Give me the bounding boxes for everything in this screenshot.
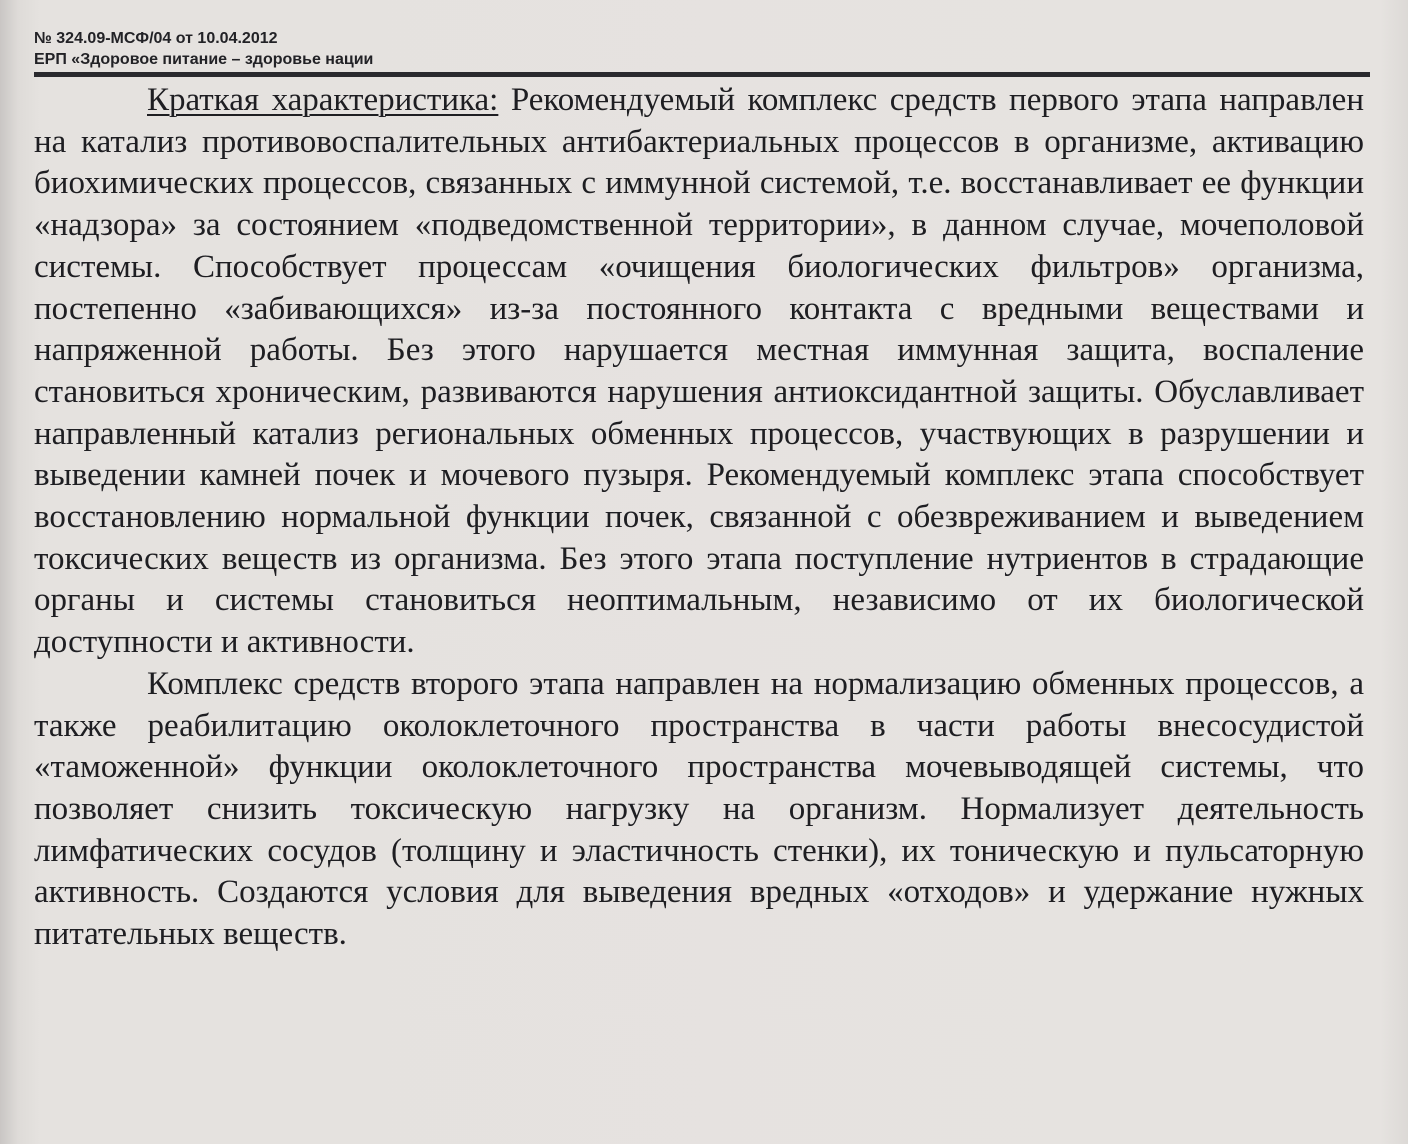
program-title: ЕРП «Здоровое питание – здоровье нации [34,51,374,68]
document-header [34,28,373,70]
document-body [34,80,1364,956]
paragraph-second-stage: Комплекс средств второго этапа направлен на нормализацию обменных процессов, а также реабилитацию околоклеточного пространства в части работы внесосудистой «таможенной» функции околоклеточного пространства мочевыводящей системы, что позволяет снизить токсическую нагрузку на организм. Нормализует деятельность лимфатических сосудов (толщину и эластичность стенки), их тоническую и пульсаторную активность. Создаются условия для выведения вредных «отходов» и удержание нужных питательных веществ. [34,665,1364,953]
header-divider [34,72,1370,77]
paragraph-summary [34,80,1364,664]
document-number: № 324.09-МСФ/04 от 10.04.2012 [34,30,278,47]
summary-label: Краткая характеристика: [147,82,499,118]
summary-text: Рекомендуемый комплекс средств первого этапа направлен на катализ противовоспалительных антибактериальных процессов в организме, активацию биохимических процессов, связанных с иммунной системой, т.е. восстанавливает ее функции «надзора» за состоянием «подведомственной территории», в данном случае, мочеполовой системы. Способствует процессам «очищения биологических фильтров» организма, постепенно «забивающихся» из-за постоянного контакта с вредными веществами и напряженной работы. Без этого нарушается местная иммунная защита, воспаление становиться хроническим, развиваются нарушения антиоксидантной защиты. Обуславливает направленный катализ региональных обменных процессов, участвующих в разрушении и выведении камней почек и мочевого пузыря. Рекомендуемый комплекс этапа способствует восстановлению нормальной функции почек, связанной с обезвреживанием и выведением токсических веществ из организма. Без этого этапа поступление нутриентов в страдающие органы и системы становиться неоптимальным, независимо от их биологической доступности и активности. [34,82,1364,661]
